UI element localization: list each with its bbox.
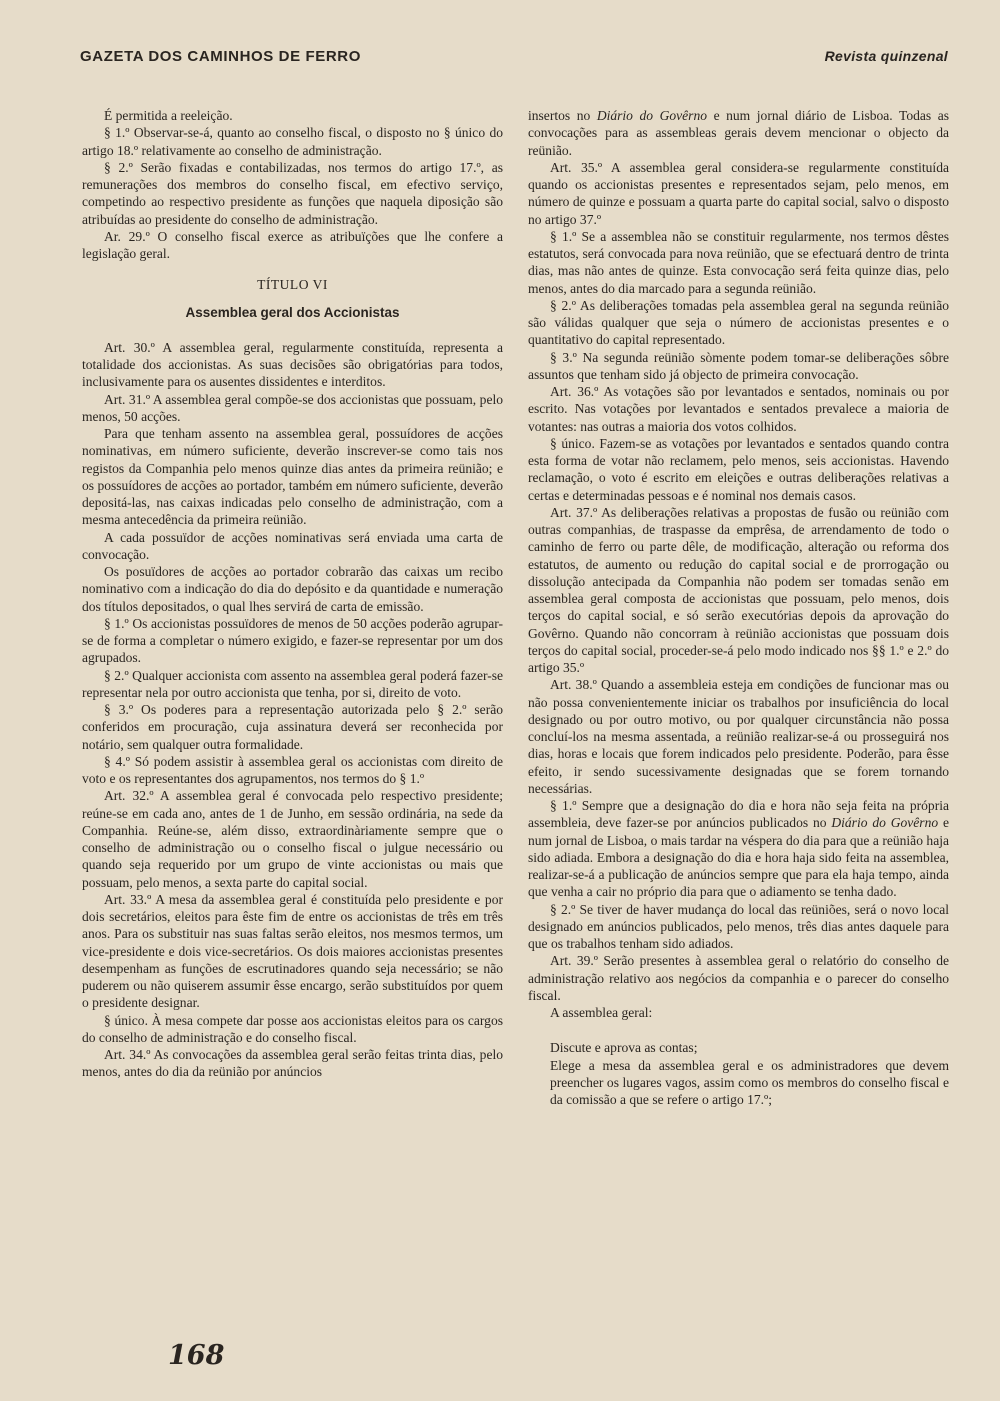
left-column bbox=[82, 107, 503, 1081]
paragraph: § 1.º Observar-se-á, quanto ao conselho fiscal, o disposto no § único do artigo 18.º relativamente ao conselho de administração. bbox=[82, 125, 503, 158]
paragraph: Os posuïdores de acções ao portador cobrarão das caixas um recibo nominativo com a indicação do dia do depósito e da quantidade e numeração dos títulos depositados, o qual lhes servirá de carta de emissão. bbox=[82, 564, 503, 614]
paragraph: § 1.º Os accionistas possuïdores de menos de 50 acções poderão agrupar-se de forma a completar o número exigido, e fazer-se representar por um dos agrupados. bbox=[82, 615, 503, 666]
paragraph: Art. 35.º A assemblea geral considera-se regularmente constituída quando os accionistas presentes e representados sejam, pelo menos, em número de quinze e possuam a quarta parte do capital social, salvo o disposto no artigo 37.º bbox=[528, 159, 949, 227]
paragraph: Ar. 29.º O conselho fiscal exerce as atribuïções que lhe confere a legislação geral. bbox=[82, 228, 503, 261]
paragraph: § 3.º Na segunda reünião sòmente podem tomar-se deliberações sôbre assuntos que tenham sido já objecto de primeira convocação. bbox=[528, 349, 949, 382]
text-run: e num jornal de Lisboa, o mais tardar na véspera do dia para que a reünião haja sido adiada. Embora a designação do dia e hora haja sido feita na assemblea, realizar-se-á a publicação de anúncios sempre que para ela haja tempo, ainda que venha a cair no próprio dia para que o adiamento se tenha dado. bbox=[528, 815, 949, 900]
issue-frequency: Revista quinzenal bbox=[824, 48, 948, 64]
paragraph: § 4.º Só podem assistir à assemblea geral os accionistas com direito de voto e os representantes dos agrupamentos, nos termos do § 1.º bbox=[82, 753, 503, 786]
right-column bbox=[528, 107, 949, 1108]
paragraph: A cada possuïdor de acções nominativas será enviada uma carta de convocação. bbox=[82, 529, 503, 562]
paragraph: § único. Fazem-se as votações por levantados e sentados quando contra esta forma de votar não reclamem, pelo menos, seis accionistas. Havendo reclamação, o voto é escrito em eleições e outras deliberações relativas a certas e determinadas pessoas e é nominal nos demais casos. bbox=[528, 435, 949, 503]
running-header bbox=[80, 48, 948, 65]
paragraph: Art. 36.º As votações são por levantados e sentados, nominais ou por escrito. Nas votações por levantados e sentados prevalece a maioria de votantes: nas outras a maioria dos votos colhidos. bbox=[528, 384, 949, 434]
page-number: 168 bbox=[168, 1340, 225, 1371]
paragraph: § único. À mesa compete dar posse aos accionistas eleitos para os cargos do conselho de administração e do conselho fiscal. bbox=[82, 1012, 503, 1045]
paragraph: § 3.º Os poderes para a representação autorizada pelo § 2.º serão conferidos em procuração, cuja assinatura deverá ser reconhecida por notário, sem qualquer outra formalidade. bbox=[82, 702, 503, 752]
text-run: insertos no bbox=[528, 108, 597, 123]
section-title: TÍTULO VI bbox=[257, 277, 328, 293]
list-item: Discute e aprova as contas; bbox=[550, 1040, 698, 1056]
paragraph: Art. 39.º Serão presentes à assemblea geral o relatório do conselho de administração relativo aos negócios da companhia e o parecer do conselho fiscal. bbox=[528, 953, 949, 1003]
paragraph: Art. 34.º As convocações da assemblea geral serão feitas trinta dias, pelo menos, antes do dia da reünião por anúncios bbox=[82, 1047, 503, 1080]
paragraph: Art. 30.º A assemblea geral, regularmente constituída, representa a totalidade dos accionistas. As suas decisões são obrigatórias para todos, inclusivamente para os ausentes dissidentes e interditos. bbox=[82, 339, 503, 390]
paragraph: § 2.º Qualquer accionista com assento na assemblea geral poderá fazer-se representar nela por outro accionista que tenha, por si, direito de voto. bbox=[82, 667, 503, 700]
paragraph: A assemblea geral: bbox=[550, 1005, 653, 1020]
gazette-title: Diário do Govêrno bbox=[831, 815, 939, 831]
list-item: Elege a mesa da assemblea geral e os administradores que devem preencher os lugares vagos, assim como os membros do conselho fiscal e da comissão a que se refere o artigo 17.º; bbox=[550, 1057, 949, 1107]
paragraph: Art. 31.º A assemblea geral compõe-se dos accionistas que possuam, pelo menos, 50 acções. bbox=[82, 391, 503, 424]
paragraph: Art. 33.º A mesa da assemblea geral é constituída pelo presidente e por dois secretários, eleitos para êste fim de entre os accionistas de três em três anos. Para os substituir nas suas faltas serão eleitos, nos mesmos termos, um vice-presidente e dois vice-secretários. Os dois maiores accionistas presentes desempenham as funções de escrutinadores quando seja necessário; se não puderem ou não quiserem assumir êsse encargo, serão substituídos por quem o presidente designar. bbox=[82, 891, 503, 1011]
paragraph: Art. 32.º A assemblea geral é convocada pelo respectivo presidente; reúne-se em cada ano, antes de 1 de Junho, em sessão ordinária, na sede da Companhia. Reúne-se, além disso, extraordinàriamente sempre que o conselho de administração ou o conselho fiscal o julgue necessário ou quando seja requerido por um grupo de vinte accionistas ou mais que possuam, pelo menos, a sexta parte do capital social. bbox=[82, 788, 503, 890]
text-run: § 1.º Sempre que a designação do dia e hora não seja feita na própria assembleia, deve fazer-se por anúncios publicados no bbox=[528, 798, 949, 831]
paragraph: § 2.º As deliberações tomadas pela assemblea geral na segunda reünião são válidas qualquer que seja o número de accionistas presentes e o quantitativo do capital representado. bbox=[528, 297, 949, 348]
paragraph bbox=[528, 107, 949, 159]
paragraph bbox=[528, 797, 949, 901]
paragraph: Art. 37.º As deliberações relativas a propostas de fusão ou reünião com outras companhias, de traspasse da emprêsa, de arrendamento de todo o caminho de ferro ou parte dêle, de modificação, alteração ou reforma dos estatutos, de aumento ou redução do capital social e de prorrogação ou dissolução antecipada da Companhia não podem ser tomadas senão em assemblea geral composta de accionistas que possuam, pelo menos, dois terços do capital social, e só serão executórias depois da aprovação do Govêrno. Quando não concorram à reünião accionistas que possuam dois terços do capital social, proceder-se-á pelo modo indicado nos §§ 1.º e 2.º do artigo 35.º bbox=[528, 504, 949, 675]
section-subtitle: Assemblea geral dos Accionistas bbox=[185, 304, 400, 320]
paragraph: § 2.º Se tiver de haver mudança do local das reüniões, será o novo local designado em anúncios publicados, pelo menos, três dias antes daquele para que os trabalhos tenham sido adiados. bbox=[528, 901, 949, 951]
paragraph: Para que tenham assento na assemblea geral, possuídores de acções nominativas, em número suficiente, deverão inscrever-se como tais nos registos da Companhia pelo menos quinze dias antes da primeira reünião; e os possuídores de acções ao portador, também em número suficiente, deverão depositá-las, nas caixas indicadas pelo conselho de administração, com a mesma antecedência da primeira reünião. bbox=[82, 426, 503, 528]
paragraph: É permitida a reeleição. bbox=[104, 108, 233, 123]
journal-title: GAZETA DOS CAMINHOS DE FERRO bbox=[80, 48, 361, 65]
paragraph: Art. 38.º Quando a assembleia esteja em condições de funcionar mas ou não possa convenientemente iniciar os trabalhos por insuficiência do local designado ou por outro motivo, ou por qualquer circunstância não possa concluí-los na mesma assentada, a reünião realizar-se-á ou prosseguirá nos dias, horas e locais que forem indicados pelo presidente. Poderão, para êsse efeito, ir sendo sucessivamente designadas que se forem tornando necessárias. bbox=[528, 677, 949, 796]
paragraph: § 1.º Se a assemblea não se constituir regularmente, nos termos dêstes estatutos, será convocada para nova reünião, que se efectuará dentro de trinta dias, mas não antes de quinze. Esta convocação será feita quinze dias, pelo menos, antes do dia marcado para a segunda reünião. bbox=[528, 228, 949, 296]
paragraph: § 2.º Serão fixadas e contabilizadas, nos termos do artigo 17.º, as remunerações dos membros do conselho fiscal, em efectivo serviço, competindo ao respectivo presidente as funções que naquela diposição são atribuídas ao presidente do conselho de administração. bbox=[82, 159, 503, 227]
text-run: e num jornal diário de Lisboa. Todas as convocações para as assembleas gerais devem mencionar o objecto da reünião. bbox=[528, 108, 950, 158]
gazette-title: Diário do Govêrno bbox=[596, 108, 708, 123]
